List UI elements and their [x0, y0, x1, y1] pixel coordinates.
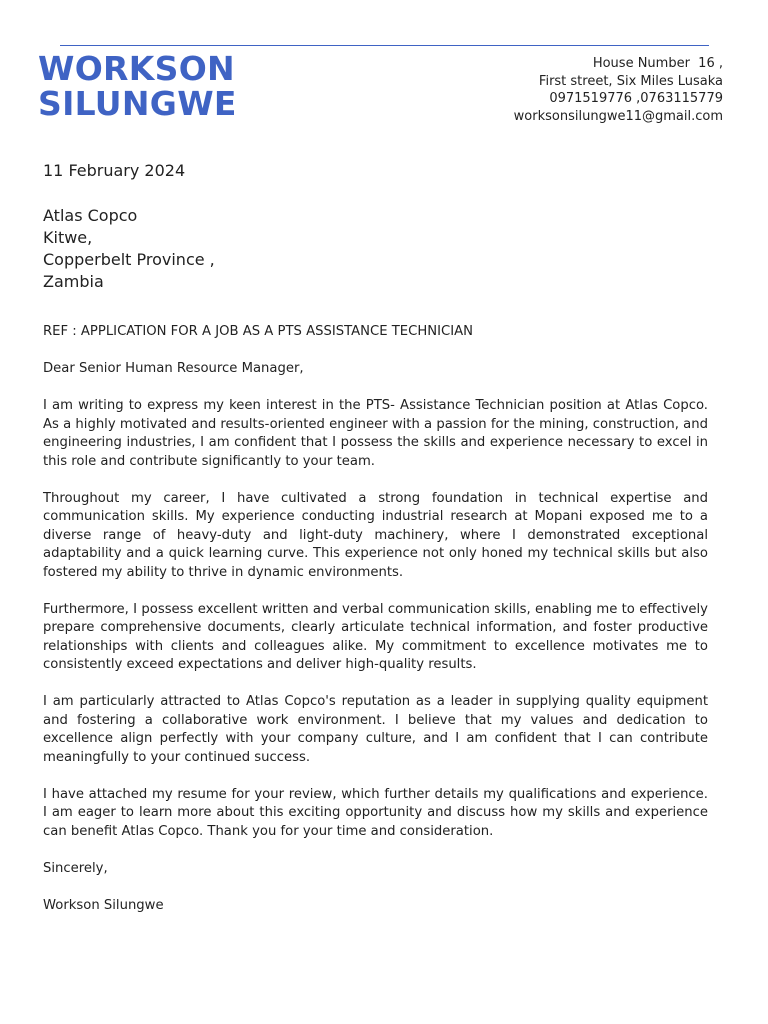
recipient-province: Copperbelt Province ,: [43, 250, 215, 269]
signature-name: Workson Silungwe: [43, 897, 164, 913]
sender-name: [38, 51, 237, 121]
salutation: Dear Senior Human Resource Manager,: [43, 361, 304, 376]
recipient-address: [43, 205, 215, 293]
header-divider: [60, 45, 709, 46]
paragraph-company-fit: I am particularly attracted to Atlas Copco's reputation as a leader in supplying quality equipment and fostering a collaborative work environment. I believe that my values and dedication to excellence align perfectly with your company culture, and I am confident that I can contribute meaningfully to your continued success.: [43, 694, 708, 765]
phone-numbers: 0971519776 ,0763115779: [549, 91, 723, 106]
paragraph-experience: Throughout my career, I have cultivated a strong foundation in technical expertise and communication skills. My experience conducting industrial research at Mopani exposed me to a diverse range of heavy-duty and light-duty machinery, where I demonstrated exceptional adaptability and a quick learning curve. This experience not only honed my technical skills but also fostered my ability to thrive in dynamic environments.: [43, 490, 708, 580]
letter-date: 11 February 2024: [43, 161, 186, 180]
letter-body: [43, 323, 708, 934]
closing-phrase: Sincerely,: [43, 860, 108, 876]
recipient-city: Kitwe,: [43, 228, 93, 247]
email-address: worksonsilungwe11@gmail.com: [513, 108, 723, 124]
paragraph-communication: Furthermore, I possess excellent written and verbal communication skills, enabling me to effectively prepare comprehensive documents, clearly articulate technical information, and foster productive relationships with clients and colleagues alike. My commitment to excellence motivates me to consistently exceed expectations and deliver high-quality results.: [43, 601, 708, 672]
sender-contact-block: [514, 55, 723, 125]
address-line-1: House Number 16 ,: [592, 56, 723, 71]
recipient-company: Atlas Copco: [43, 206, 138, 225]
paragraph-intro: I am writing to express my keen interest in the PTS- Assistance Technician position at Atlas Copco. As a highly motivated and results-oriented engineer with a passion for the mining, construction, and engineering industries, I am confident that I possess the skills and experience necessary to excel in this role and contribute significantly to your team.: [43, 398, 708, 469]
paragraph-closing: I have attached my resume for your review, which further details my qualifications and experience. I am eager to learn more about this exciting opportunity and discuss how my skills and experience can benefit Atlas Copco. Thank you for your time and consideration.: [43, 786, 708, 839]
reference-line: REF : APPLICATION FOR A JOB AS A PTS ASSISTANCE TECHNICIAN: [43, 324, 473, 339]
address-line-2: First street, Six Miles Lusaka: [538, 73, 723, 89]
sender-name-first: WORKSON: [38, 49, 235, 88]
sender-name-last: SILUNGWE: [38, 84, 237, 123]
recipient-country: Zambia: [43, 272, 104, 291]
